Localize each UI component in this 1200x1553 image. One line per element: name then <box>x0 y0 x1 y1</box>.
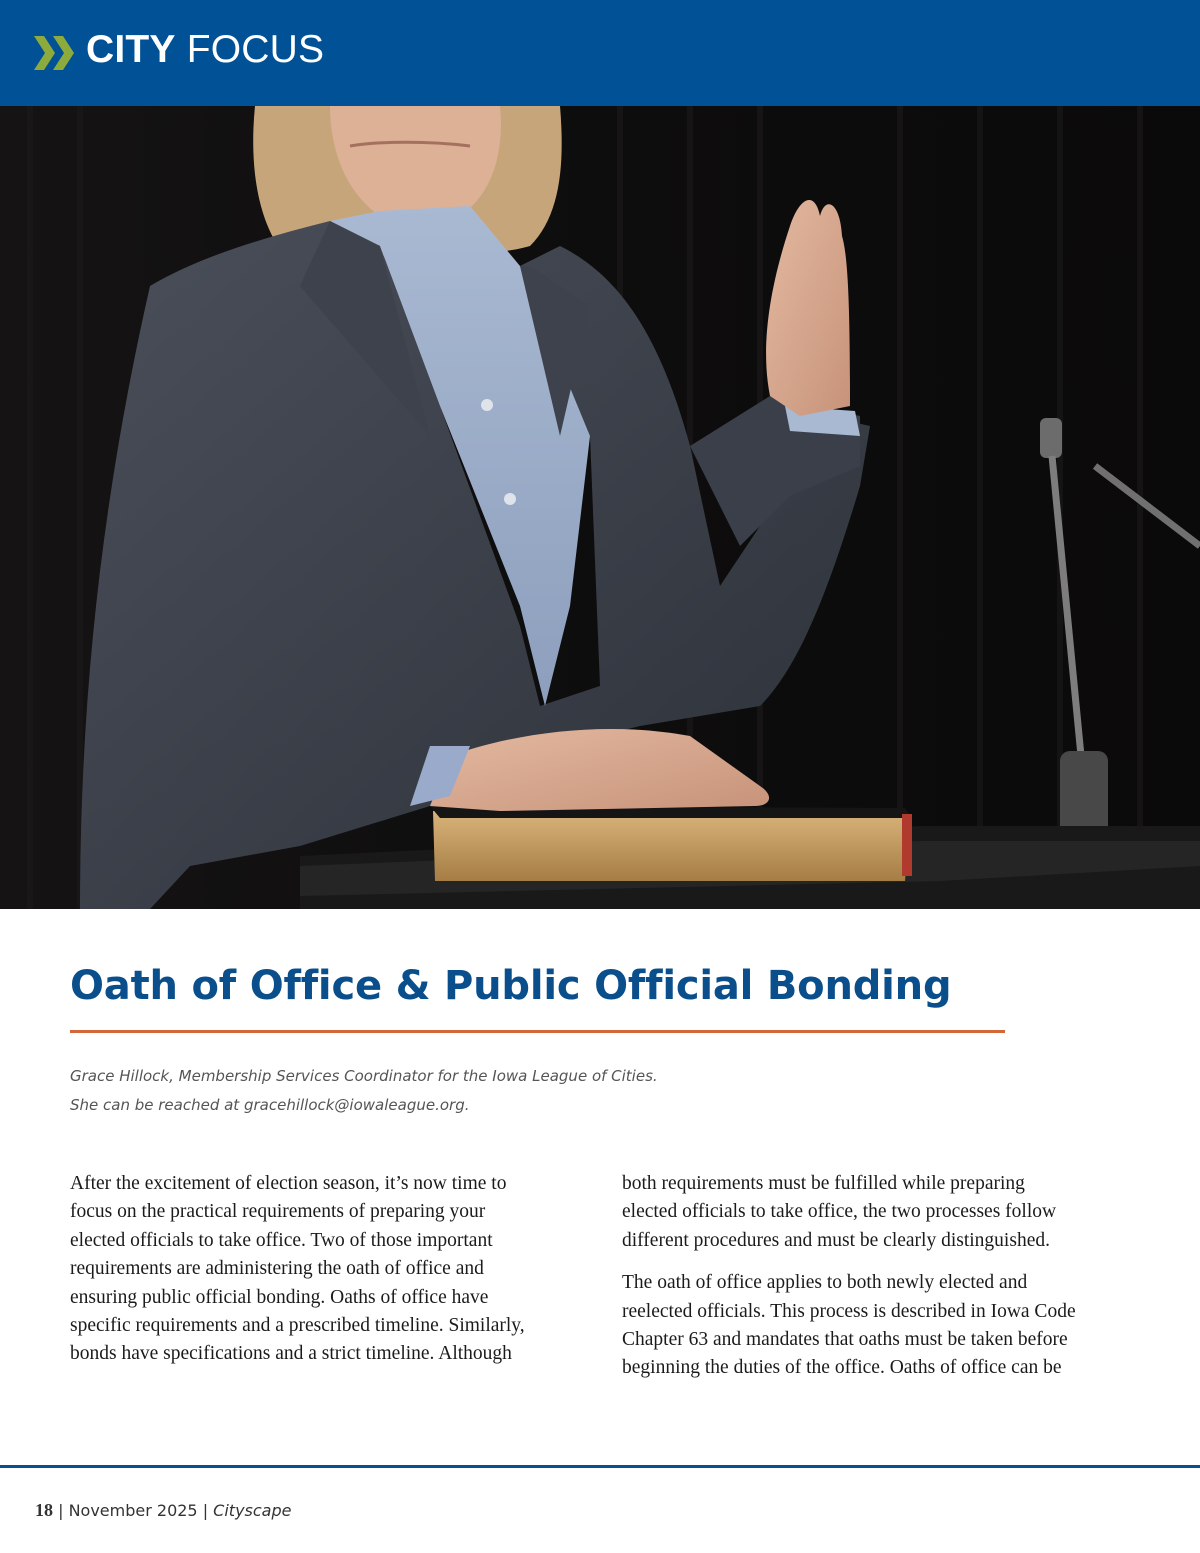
text-line: focus on the practical requirements of preparing your <box>70 1201 486 1223</box>
paragraph-continued <box>622 1170 1122 1255</box>
footer-separator: | <box>53 1501 69 1520</box>
author-byline <box>70 1062 970 1120</box>
double-chevron-right-icon <box>34 36 78 70</box>
hero-photo <box>0 106 1200 909</box>
official-oath-photo <box>0 106 1200 909</box>
text-line: The oath of office applies to both newly elected and <box>622 1272 1028 1294</box>
text-line: requirements are administering the oath of office and <box>70 1258 484 1280</box>
text-line: different procedures and must be clearly distinguished. <box>622 1229 1050 1251</box>
text-line: both requirements must be fulfilled while preparing <box>622 1173 1025 1194</box>
text-line: Chapter 63 and mandates that oaths must be taken before <box>622 1329 1068 1351</box>
byline-line-2: She can be reached at gracehillock@iowaleague.org. <box>70 1096 470 1114</box>
section-header-band <box>0 0 1200 106</box>
text-line: bonds have specifications and a strict timeline. Although <box>70 1343 512 1365</box>
text-line: After the excitement of election season, it’s now time to <box>70 1173 507 1194</box>
text-line: elected officials to take office. Two of those important <box>70 1229 493 1251</box>
byline-line-1: Grace Hillock, Membership Services Coordinator for the Iowa League of Cities. <box>70 1067 658 1085</box>
footer-divider <box>0 1465 1200 1468</box>
text-line: specific requirements and a prescribed timeline. Similarly, <box>70 1315 525 1337</box>
text-line: reelected officials. This process is described in Iowa Code <box>622 1300 1076 1322</box>
section-title <box>86 28 324 78</box>
section-title-strong: CITY <box>86 28 176 71</box>
section-title-light: FOCUS <box>186 28 325 71</box>
article-title: Oath of Office & Public Official Bonding <box>70 963 952 1009</box>
body-column-right <box>622 1170 1122 1397</box>
issue-date: November 2025 <box>68 1501 198 1520</box>
text-line: elected officials to take office, the two processes follow <box>622 1201 1057 1223</box>
page-number: 18 <box>35 1500 53 1520</box>
body-column-left <box>70 1170 570 1383</box>
text-line: beginning the duties of the office. Oaths of office can be <box>622 1357 1062 1379</box>
footer-separator: | <box>197 1501 214 1520</box>
text-line: ensuring public official bonding. Oaths of office have <box>70 1286 489 1308</box>
paragraph-intro <box>70 1170 570 1369</box>
paragraph-oath <box>622 1269 1122 1383</box>
publication-name: Cityscape <box>213 1501 292 1520</box>
title-divider <box>70 1030 1005 1033</box>
page-footer <box>35 1500 291 1521</box>
